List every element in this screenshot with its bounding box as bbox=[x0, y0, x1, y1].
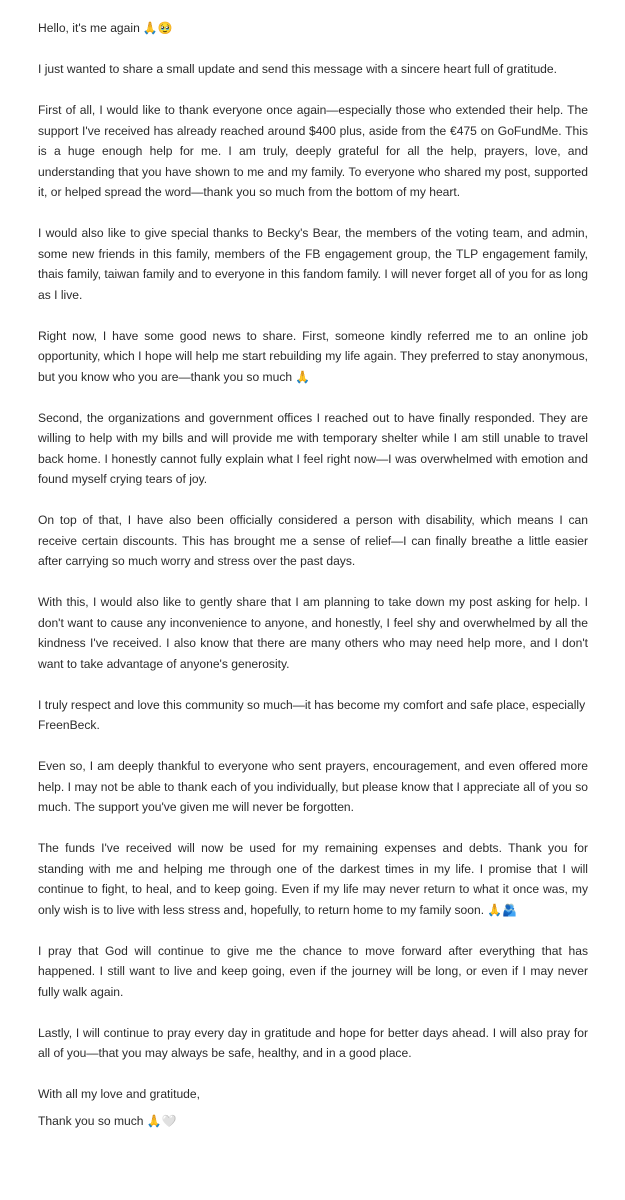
funds-paragraph bbox=[38, 838, 588, 920]
funds-text: The funds I've received will now be used for my remaining expenses and debts. Thank you for standing with me and helping me through one of the darkest times in my life. I promise that I will continue to fight, to heal, and to keep going. Even if my life may never return to what it once was, my only wish is to live with less stress and, hopefully, to return home to my family soon. bbox=[38, 841, 588, 917]
good-news-paragraph bbox=[38, 326, 588, 388]
prayer-paragraph: I pray that God will continue to give me the chance to move forward after everything that has happened. I still want to live and keep going, even if the journey will be long, or even if I may never fully walk again. bbox=[38, 943, 588, 999]
update-intro-paragraph: I just wanted to share a small update and send this message with a sincere heart full of gratitude. bbox=[38, 62, 557, 76]
greeting-text: Hello, it's me again bbox=[38, 21, 140, 35]
greeting-paragraph bbox=[38, 18, 588, 39]
special-thanks-paragraph: I would also like to give special thanks to Becky's Bear, the members of the voting team, and admin, some new friends in this family, members of the FB engagement group, the TLP engagement family, thais family, taiwan family and to everyone in this fandom family. I will never forget all of you for as long as I live. bbox=[38, 226, 588, 302]
take-down-post-paragraph: With this, I would also like to gently share that I am planning to take down my post asking for help. I don't want to cause any inconvenience to anyone, and honestly, I feel shy and overwhelmed by all the kindness I've received. I also know that there are many others who may need help more, and I don't want to take advantage of anyone's generosity. bbox=[38, 595, 588, 671]
praying-hands-hug-icon: 🙏🫂 bbox=[487, 902, 517, 917]
disability-paragraph: On top of that, I have also been officially considered a person with disability, which means I can receive certain discounts. This has brought me a sense of relief—I can finally breathe a little easier after carrying so much worry and stress over the past days. bbox=[38, 513, 588, 568]
thank-you-line bbox=[38, 1111, 588, 1132]
praying-hands-teary-face-icon: 🙏🥹 bbox=[142, 21, 173, 35]
thanks-support-paragraph: First of all, I would like to thank everyone once again—especially those who extended their help. The support I've received has already reached around $400 plus, aside from the €475 on GoFundMe. This is a huge enough help for me. I am truly, deeply grateful for all the help, prayers, love, and understanding that you have shown to me and my family. To everyone who shared my post, supported it, or helped spread the word—thank you so much from the bottom of my heart. bbox=[38, 103, 588, 199]
good-news-text: Right now, I have some good news to share. First, someone kindly referred me to an online job opportunity, which I hope will help me start rebuilding my life again. They preferred to stay anonymous, but you know who you are—thank you so much bbox=[38, 328, 588, 384]
organizations-paragraph: Second, the organizations and government offices I reached out to have finally responded. They are willing to help with my bills and will provide me with temporary shelter while I am still unable to travel back home. I honestly cannot fully explain what I feel right now—I was overwhelmed with emotion and found myself crying tears of joy. bbox=[38, 410, 588, 486]
letter bbox=[38, 18, 588, 1131]
signoff-line: With all my love and gratitude, bbox=[38, 1087, 200, 1101]
thank-you-text: Thank you so much bbox=[38, 1113, 144, 1128]
praying-hands-white-heart-icon: 🙏🤍 bbox=[146, 1113, 177, 1128]
lastly-paragraph: Lastly, I will continue to pray every day in gratitude and hope for better days ahead. I will also pray for all of you—that you may always be safe, healthy, and in a good place. bbox=[38, 1025, 588, 1060]
community-paragraph: I truly respect and love this community so much—it has become my comfort and safe place, especially FreenBeck. bbox=[38, 697, 586, 732]
thankful-paragraph: Even so, I am deeply thankful to everyone who sent prayers, encouragement, and even offered more help. I may not be able to thank each of you individually, but please know that I appreciate all of you so much. The support you've given me will never be forgotten. bbox=[38, 759, 588, 814]
praying-hands-icon: 🙏 bbox=[295, 369, 311, 384]
